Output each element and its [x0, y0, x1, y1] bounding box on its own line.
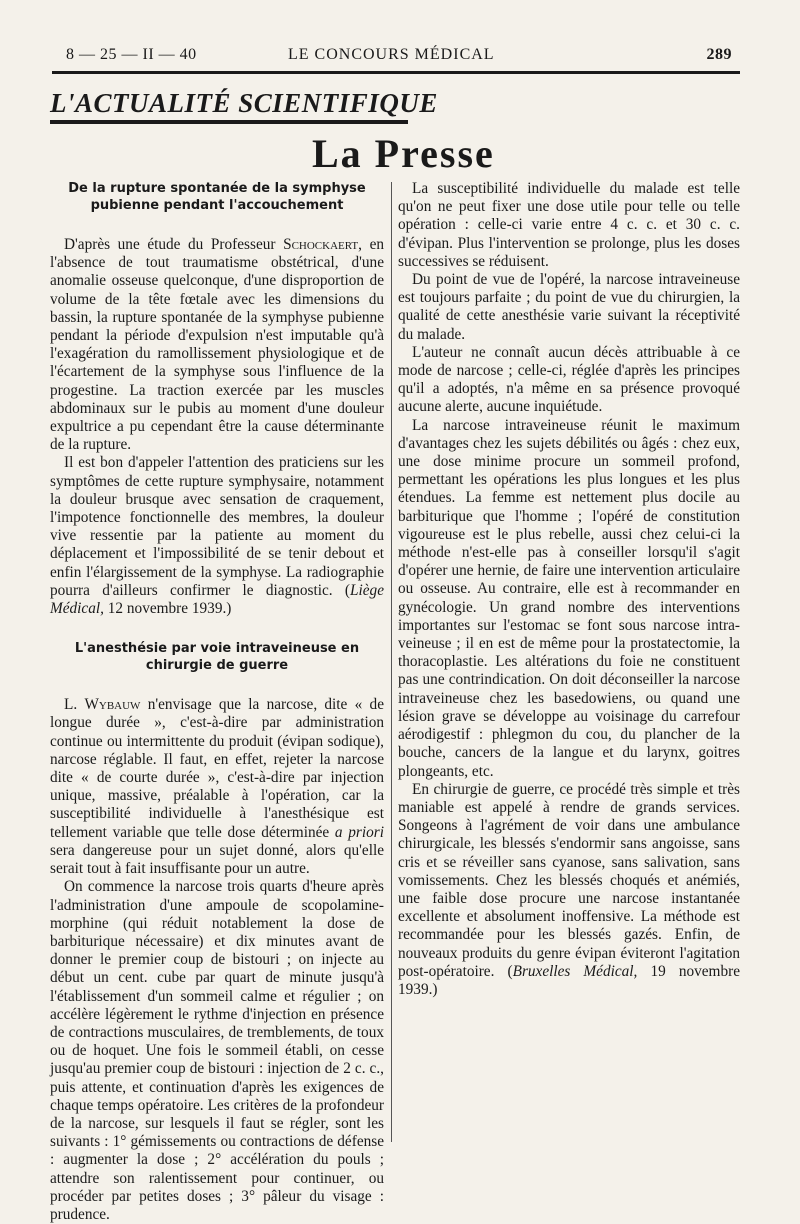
article-2-paragraph-5: L'auteur ne connaît aucun décès attribuable à ce mode de narcose ; celle-ci, réglée d'après les principes qu'il a adoptés, n'a même en sa présence provoqué aucune alerte, aucune inquiétude.: [398, 343, 740, 416]
issue-date: 8 — 25 — II — 40: [66, 46, 197, 63]
header-rule: [52, 71, 740, 74]
section-title: L'ACTUALITÉ SCIENTIFIQUE: [50, 88, 438, 118]
right-column: [398, 180, 740, 999]
section-title-underline: [50, 120, 408, 124]
source-citation: Bruxelles Médical,: [512, 962, 638, 980]
article-2-title: L'anesthésie par voie intraveineuse en chirurgie de guerre: [74, 641, 360, 674]
article-1-paragraph-1: D'après une étude du Professeur Schockaert, en l'absence de tout traumatisme obstétrical, d'une anomalie osseuse quelconque, d'une disproportion de volume de la tête fœtale avec les dimensions du bassin, la rupture spontanée de la symphyse pubienne pendant la période d'expulsion n'est imputable qu'à l'exagération du ramollissement physiologique et de l'écartement de la symphyse sous l'influence de la progestine. La traction exercée par les muscles abdominaux sur le pubis au moment d'une douleur expultrice a pu cependant être la cause déterminante de la rupture.: [50, 236, 385, 454]
subsection-title: La Presse: [312, 131, 495, 176]
page-number: 289: [706, 46, 732, 63]
article-2-paragraph-3: La susceptibilité individuelle du malade est telle qu'on ne peut fixer une dose utile pour telle ou telle opération : celle-ci varie entre 4 c. c. et 30 c. c. d'évipan. Plus l'intervention se prolonge, plus les doses successives se réduisent.: [398, 180, 740, 270]
running-header: [52, 46, 740, 68]
author-name: Schockaert: [283, 236, 359, 253]
article-2-paragraph-6: La narcose intraveineuse réunit le maximum d'avantages chez les sujets débilités ou âgés : chez eux, une dose minime procure un sommeil profond, permettant les opérations les plus longues et les plus étendues. La femme est nettement plus docile au barbiturique que l'homme ; l'opéré de constitution vigoureuse est le plus rebelle, aussi chez celui-ci la méthode n'est-elle pas à conseiller lorsqu'il s'agit d'opérer une hernie, de faire une intervention articulaire ou osseuse. Au contraire, elle est à recommander en gynécologie. Un grand nombre des interventions importantes sur l'estomac se font sous narcose intra-veineuse ; il en est de même pour la prostatectomie, la thoracoplastie. Les altérations du foie ne constituent pas une contrindication. On doit déconseiller la narcose intraveineuse chez les basedowiens, ou quand une lésion grave se développe au voisinage du carrefour aérodigestif : phlegmon du cou, du plancher de la bouche, cancers de la langue et du larynx, goitres plongeants, etc.: [398, 416, 740, 780]
column-divider: [391, 182, 392, 1142]
article-1-title: De la rupture spontanée de la symphyse pubienne pendant l'accouchement: [68, 181, 366, 213]
author-name: Wybauw: [84, 696, 141, 714]
article-2-paragraph-1: L. Wybauw n'envisage que la narcose, dite « de longue durée », c'est-à-dire par administration continue ou intermittente du produit (évipan sodique), narcose réglable. Il faut, en effet, rejeter la narcose dite « de courte durée », c'est-à-dire par injection unique, massive, préalable à l'opération, car la susceptibilité individuelle à l'anesthésique est tellement variable que telle dose déterminée a priori sera dangereuse pour un sujet donné, alors qu'elle serait tout à fait insuffisante pour un autre.: [50, 696, 384, 878]
article-2-paragraph-4: Du point de vue de l'opéré, la narcose intraveineuse est toujours parfaite ; du point de vue du chirurgien, la qualité de cette anesthésie varie suivant la réceptivité du malade.: [398, 271, 740, 343]
article-2-paragraph-7: En chirurgie de guerre, ce procédé très simple et très maniable est appelé à rendre de grands services. Songeons à l'agrément de voir dans une ambulance chirurgicale, les blessés s'endormir sans angoisse, sans cris et se réveiller sans cyanose, sans salivation, sans vomissements. Chez les blessés choqués et anémiés, une faible dose procure une narcose instantanée excellente et absolument inoffensive. La méthode est recommandée pour les blessés gazés. Enfin, de nouveaux produits du genre évipan éviteront l'agitation post-opératoire. (Bruxelles Médical, 19 novembre 1939.): [398, 780, 740, 998]
article-2-paragraph-2: On commence la narcose trois quarts d'heure après l'administration d'une ampoule de scopolamine-morphine (qui réduit notablement la dose de barbiturique nécessaire) et dix minutes avant de donner le premier coup de bistouri ; on injecte au début un cent. cube par quart de minute jusqu'à l'établissement d'un sommeil calme et régulier ; on accélère légèrement le rythme d'injection en présence de contractions musculaires, de tremblements, de toux ou de hoquet. Une fois le sommeil établi, on cesse jusqu'au premier coup de bistouri : injection de 2 c. c., puis attente, et continuation d'après les exigences de chaque temps opératoire. Les critères de la profondeur de la narcose, sur lesquels il faut se régler, sont les suivants : 1° gémissements ou contractions de défense : augmenter la dose ; 2° accélération du pouls ; attendre son ralentissement pour continuer, ou procéder par petites doses ; 3° pâleur du visage : prudence.: [50, 878, 384, 1223]
article-1-paragraph-2: Il est bon d'appeler l'attention des praticiens sur les symptômes de cette rupture symphysaire, notamment la douleur brusque avec sensation de craquement, l'impotence fonctionnelle des membres, la douleur vive ressentie par la patiente au moment du déplacement et l'impossibilité de se tenir debout et enfin l'élargissement de la symphyse. La radiographie pourra d'ailleurs confirmer le diagnostic. (Liège Médical, 12 novembre 1939.): [50, 454, 384, 618]
journal-name: LE CONCOURS MÉDICAL: [288, 46, 495, 63]
left-column: [50, 180, 384, 1224]
source-citation: Liège Médical,: [50, 581, 384, 618]
